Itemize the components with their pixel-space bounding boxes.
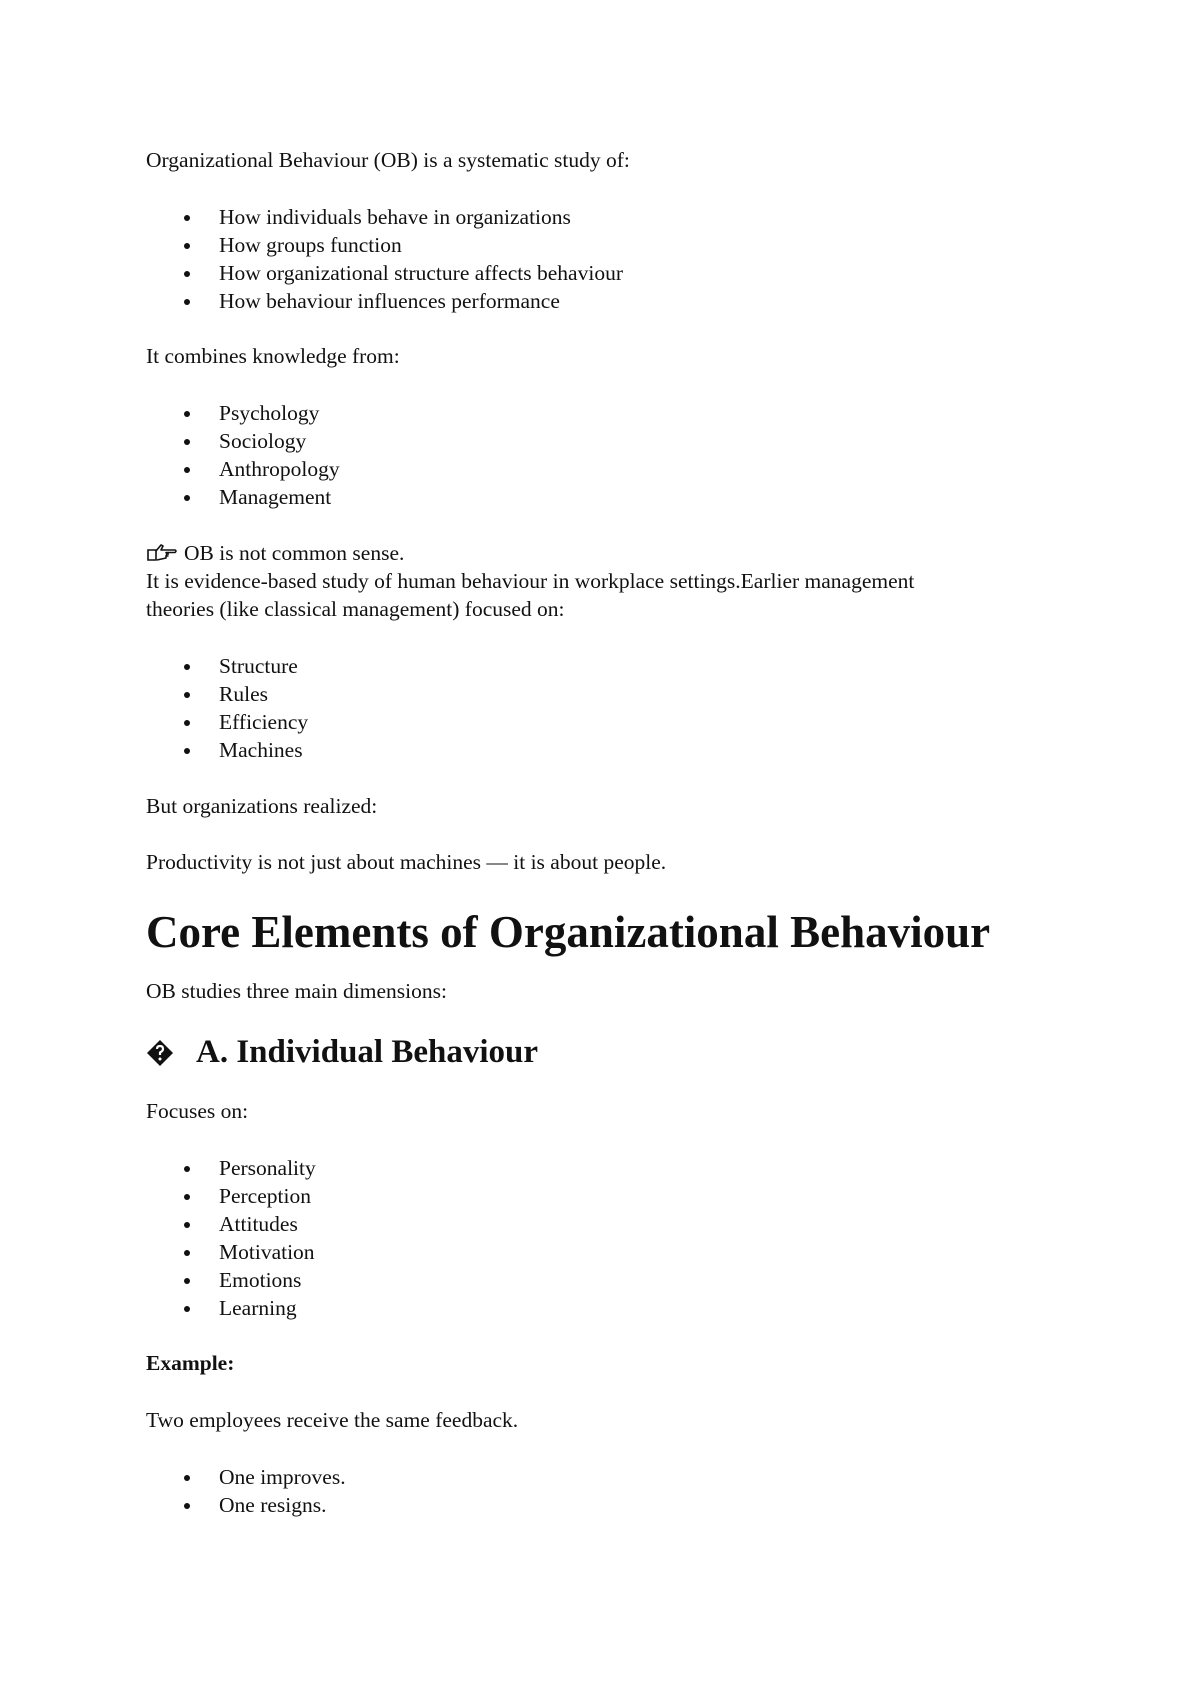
list-item: One improves. <box>146 1463 1066 1491</box>
example-paragraph: Two employees receive the same feedback. <box>146 1408 519 1432</box>
note-paragraph-line: theories (like classical management) focused on: <box>146 597 565 621</box>
list-item: Emotions <box>146 1266 1066 1294</box>
core-heading: Core Elements of Organizational Behaviour <box>146 907 991 957</box>
pointing-hand-icon <box>146 541 178 563</box>
knowledge-paragraph: It combines knowledge from: <box>146 344 400 368</box>
example-label: Example: <box>146 1351 235 1375</box>
intro-paragraph: Organizational Behaviour (OB) is a systematic study of: <box>146 148 630 172</box>
list-item: Rules <box>146 680 1066 708</box>
list-item: How individuals behave in organizations <box>146 203 1066 231</box>
list-item: Perception <box>146 1182 1066 1210</box>
list-item: How behaviour influences performance <box>146 287 1066 315</box>
note-line <box>146 539 1066 567</box>
list-item: Learning <box>146 1294 1066 1322</box>
note-paragraph-line: It is evidence-based study of human behaviour in workplace settings.Earlier management <box>146 569 915 593</box>
knowledge-list <box>146 399 1066 511</box>
list-item: How organizational structure affects behaviour <box>146 259 1066 287</box>
list-item: Management <box>146 483 1066 511</box>
list-item: Anthropology <box>146 455 1066 483</box>
list-item: One resigns. <box>146 1491 1066 1519</box>
list-item: Efficiency <box>146 708 1066 736</box>
core-paragraph: OB studies three main dimensions: <box>146 979 447 1003</box>
realization-paragraph: But organizations realized: <box>146 794 378 818</box>
list-item: Motivation <box>146 1238 1066 1266</box>
classical-focus-list <box>146 652 1066 764</box>
list-item: Structure <box>146 652 1066 680</box>
productivity-paragraph: Productivity is not just about machines — it is about people. <box>146 850 667 874</box>
diamond-icon <box>146 1037 174 1065</box>
note-text: OB is not common sense. <box>184 541 405 565</box>
document-page <box>146 146 1066 1519</box>
list-item: How groups function <box>146 231 1066 259</box>
individual-heading <box>146 1032 1066 1072</box>
list-item: Sociology <box>146 427 1066 455</box>
focus-paragraph: Focuses on: <box>146 1099 249 1123</box>
example-list <box>146 1463 1066 1519</box>
list-item: Machines <box>146 736 1066 764</box>
focus-list <box>146 1154 1066 1322</box>
list-item: Psychology <box>146 399 1066 427</box>
list-item: Personality <box>146 1154 1066 1182</box>
intro-list <box>146 203 1066 315</box>
individual-heading-text: A. Individual Behaviour <box>196 1034 539 1070</box>
list-item: Attitudes <box>146 1210 1066 1238</box>
